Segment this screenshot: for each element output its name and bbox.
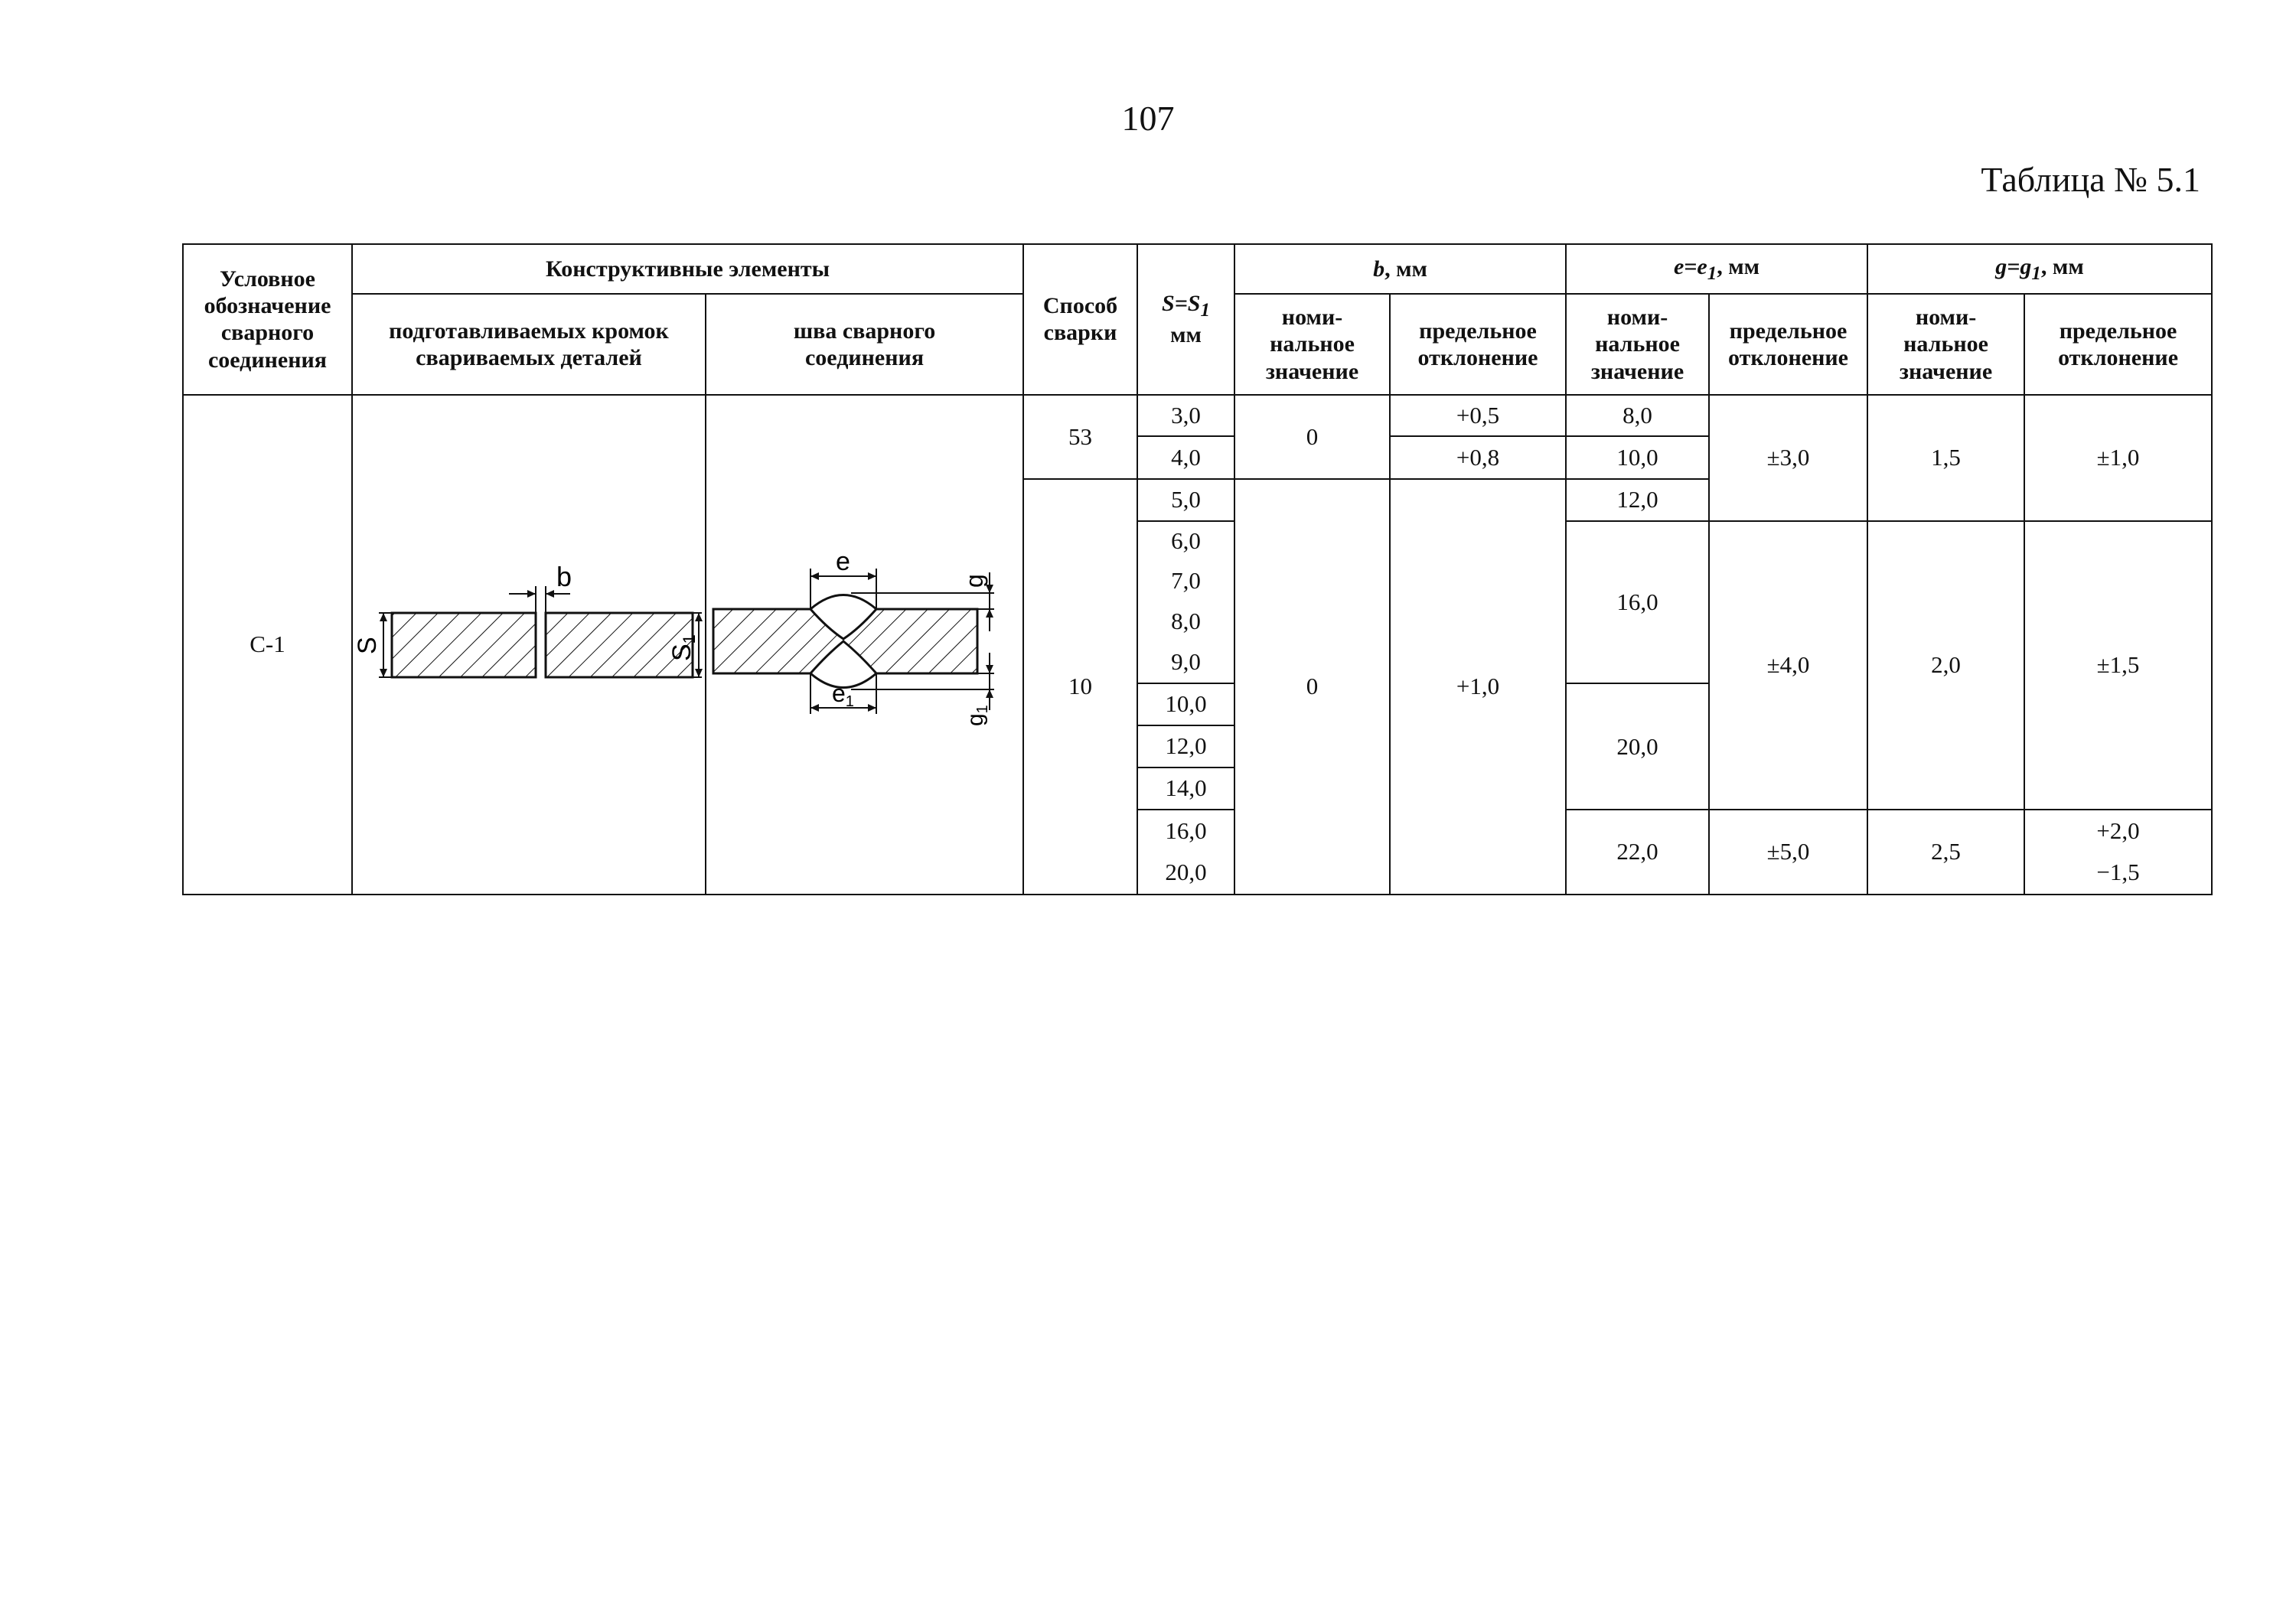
- cell-e-nominal: 16,0: [1566, 521, 1709, 683]
- cell-weld-diagram: [706, 395, 1023, 895]
- header-b: b, мм: [1234, 244, 1566, 294]
- header-designation: Условное обозначение сварного соединения: [183, 244, 352, 395]
- cell-thickness: 16,0: [1137, 810, 1234, 852]
- cell-g-deviation-3: +2,0: [2024, 810, 2212, 852]
- weld-width-e1-label: e1: [832, 680, 854, 711]
- cell-e-nominal: 12,0: [1566, 479, 1709, 521]
- cell-e-deviation-1: ±3,0: [1709, 395, 1867, 521]
- thickness-s1-label: S1: [667, 634, 699, 662]
- cell-b-nominal-2: 0: [1234, 479, 1390, 895]
- cell-g-deviation-3b: −1,5: [2024, 852, 2212, 895]
- cell-e-deviation-3: ±5,0: [1709, 810, 1867, 895]
- reinforcement-g-label: g: [960, 574, 988, 588]
- cell-thickness: 12,0: [1137, 725, 1234, 768]
- cell-e-nominal: 20,0: [1566, 683, 1709, 810]
- cell-g-deviation-2: ±1,5: [2024, 521, 2212, 810]
- cell-g-nominal-1: 1,5: [1867, 395, 2024, 521]
- header-e: $e=e_1$, мм: [1566, 244, 1867, 294]
- header-b-nominal: номи- нальное значение: [1234, 294, 1390, 394]
- cell-e-nominal: 8,0: [1566, 395, 1709, 437]
- header-e-deviation: предельное отклонение: [1709, 294, 1867, 394]
- cell-thickness: 8,0: [1137, 601, 1234, 642]
- edge-preparation-diagram: [353, 561, 702, 718]
- reinforcement-g1-label: $g_1$: [963, 705, 991, 727]
- page-number: 107: [1121, 99, 1175, 138]
- cell-g-nominal-3: 2,5: [1867, 810, 2024, 895]
- cell-thickness: 6,0: [1137, 521, 1234, 562]
- header-g: $g=g_1$, мм: [1867, 244, 2212, 294]
- cell-b-deviation-3: +1,0: [1390, 479, 1566, 895]
- header-structural-elements: Конструктивные элементы: [352, 244, 1023, 294]
- cell-edges-diagram: [352, 395, 706, 895]
- cell-g-nominal-2: 2,0: [1867, 521, 2024, 810]
- header-welding-method: Способ сварки: [1023, 244, 1137, 395]
- cell-designation: С-1: [183, 395, 352, 895]
- weld-seam-diagram: [709, 546, 1019, 737]
- cell-thickness: 10,0: [1137, 683, 1234, 725]
- header-prepared-edges: подготавливаемых кромок свариваемых деталей: [352, 294, 706, 394]
- table-caption: Таблица № 5.1: [1981, 160, 2200, 199]
- cell-b-deviation-2: +0,8: [1390, 436, 1566, 479]
- cell-method-10: 10: [1023, 479, 1137, 895]
- cell-b-nominal-1: 0: [1234, 395, 1390, 479]
- cell-method-53: 53: [1023, 395, 1137, 479]
- header-e-nominal: номи- нальное значение: [1566, 294, 1709, 394]
- cell-thickness: 9,0: [1137, 642, 1234, 684]
- header-b-deviation: предельное отклонение: [1390, 294, 1566, 394]
- weld-joint-table: [182, 243, 2213, 895]
- cell-thickness: 20,0: [1137, 852, 1234, 895]
- cell-e-nominal: 10,0: [1566, 436, 1709, 479]
- header-thickness: $S=S_1$ мм: [1137, 244, 1234, 395]
- cell-e-nominal: 22,0: [1566, 810, 1709, 895]
- weld-width-e-label: e: [836, 547, 850, 577]
- cell-e-deviation-2: ±4,0: [1709, 521, 1867, 810]
- cell-thickness: 4,0: [1137, 436, 1234, 479]
- cell-thickness: 5,0: [1137, 479, 1234, 521]
- header-g-deviation: предельное отклонение: [2024, 294, 2212, 394]
- gap-label: b: [556, 561, 572, 593]
- cell-b-deviation-1: +0,5: [1390, 395, 1566, 437]
- header-weld-seam: шва сварного соединения: [706, 294, 1023, 394]
- cell-thickness: 7,0: [1137, 561, 1234, 601]
- header-g-nominal: номи- нальное значение: [1867, 294, 2024, 394]
- cell-thickness: 3,0: [1137, 395, 1234, 437]
- cell-thickness: 14,0: [1137, 768, 1234, 810]
- cell-g-deviation-1: ±1,0: [2024, 395, 2212, 521]
- thickness-s-label: S: [353, 637, 382, 655]
